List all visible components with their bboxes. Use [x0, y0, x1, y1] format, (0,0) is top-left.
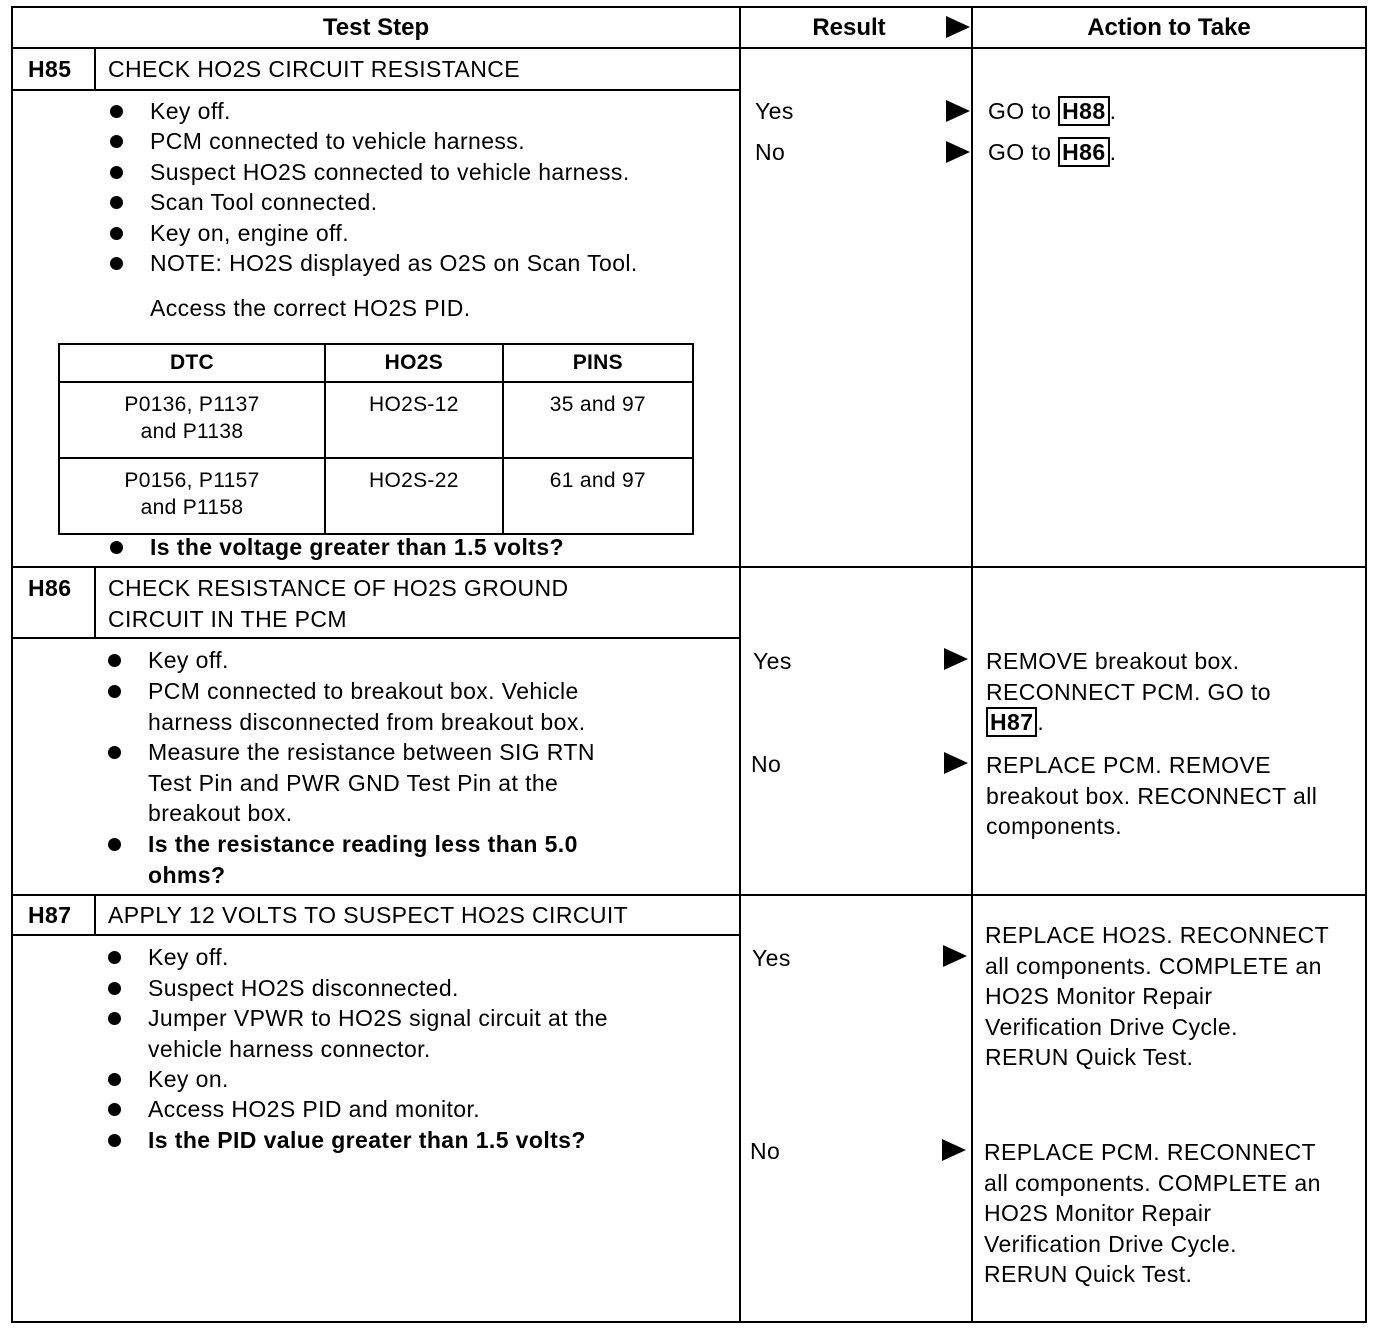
bullet-icon [108, 838, 121, 851]
action-suffix: . [1037, 709, 1045, 735]
border-left [11, 6, 13, 1323]
bullet-icon [110, 257, 123, 270]
h87-step-id: H87 [28, 902, 72, 928]
h86-step-id: H86 [28, 575, 72, 601]
h85-question: Is the voltage greater than 1.5 volts? [150, 534, 564, 560]
h85-title-divider [12, 89, 740, 91]
row-divider-h87 [12, 894, 1367, 896]
header-arrow-icon [946, 16, 970, 38]
h86-title: CHECK RESISTANCE OF HO2S GROUND CIRCUIT IN THE PCM [108, 575, 569, 632]
h87-bullet: Access HO2S PID and monitor. [148, 1096, 481, 1122]
bullet-icon [110, 227, 123, 240]
bullet-icon [108, 1103, 121, 1116]
col-header-ho2s: HO2S [325, 344, 503, 382]
border-bottom [12, 1321, 1367, 1323]
border-right [1365, 6, 1367, 1323]
bullet-icon [108, 746, 121, 759]
header-test-step: Test Step [322, 14, 430, 41]
h85-bullet: NOTE: HO2S displayed as O2S on Scan Tool. [150, 250, 638, 276]
bullet-icon [108, 982, 121, 995]
h87-bullet: Key off. [148, 944, 229, 970]
h87-bullet: Suspect HO2S disconnected. [148, 975, 459, 1001]
cell-pins: 35 and 97 [503, 382, 693, 458]
cell-pins: 61 and 97 [503, 458, 693, 534]
arrow-icon [944, 648, 968, 670]
h85-note: Access the correct HO2S PID. [150, 295, 471, 321]
col-header-pins: PINS [503, 344, 693, 382]
bullet-icon [110, 166, 123, 179]
step-link-h86[interactable]: H86 [1058, 137, 1109, 167]
h86-result-yes: Yes [753, 648, 792, 674]
bullet-icon [108, 654, 121, 667]
action-text: GO to [988, 139, 1059, 165]
bullet-icon [108, 1134, 121, 1147]
h85-title: CHECK HO2S CIRCUIT RESISTANCE [108, 56, 521, 82]
h87-action-yes: REPLACE HO2S. RECONNECT all components. COMPLETE an HO2S Monitor Repair Verification Drive Cycle. RERUN Quick Test. [985, 922, 1330, 1070]
action-suffix: . [1109, 98, 1117, 124]
h85-action-yes [988, 96, 1116, 127]
h86-result-no: No [751, 751, 782, 777]
bullet-icon [108, 1073, 121, 1086]
h85-bullet: Suspect HO2S connected to vehicle harness. [150, 159, 630, 185]
action-suffix: . [1109, 139, 1117, 165]
bullet-icon [110, 196, 123, 209]
h86-action-yes [986, 646, 1271, 738]
h85-result-no: No [755, 139, 786, 165]
bullet-icon [108, 1012, 121, 1025]
h86-bullet: PCM connected to breakout box. Vehicle harness disconnected from breakout box. [148, 678, 586, 735]
h85-result-yes: Yes [755, 98, 794, 124]
step-link-h87[interactable]: H87 [986, 707, 1037, 737]
cell-dtc: P0136, P1137 and P1138 [59, 382, 325, 458]
table-row [59, 382, 693, 458]
bullet-icon [110, 105, 123, 118]
col-divider-result [739, 6, 741, 1323]
step-link-h88[interactable]: H88 [1058, 96, 1109, 126]
h85-bullet: Key off. [150, 98, 231, 124]
h86-question: Is the resistance reading less than 5.0 ohms? [148, 831, 578, 888]
col-header-dtc: DTC [59, 344, 325, 382]
bullet-icon [110, 541, 123, 554]
arrow-icon [946, 141, 970, 163]
bullet-icon [108, 685, 121, 698]
h86-bullet: Key off. [148, 647, 229, 673]
bullet-icon [108, 951, 121, 964]
h85-bullet: PCM connected to vehicle harness. [150, 128, 526, 154]
h87-id-divider [94, 895, 96, 935]
h86-title-divider [12, 637, 740, 639]
h87-title-divider [12, 934, 740, 936]
h85-action-no [988, 137, 1116, 168]
h87-action-no: REPLACE PCM. RECONNECT all components. COMPLETE an HO2S Monitor Repair Verification Drive Cycle. RERUN Quick Test. [984, 1139, 1321, 1287]
h85-bullet: Scan Tool connected. [150, 189, 378, 215]
h87-bullet: Jumper VPWR to HO2S signal circuit at the vehicle harness connector. [148, 1005, 608, 1062]
cell-ho2s: HO2S-22 [325, 458, 503, 534]
row-divider-h86 [12, 566, 1367, 568]
h87-title: APPLY 12 VOLTS TO SUSPECT HO2S CIRCUIT [108, 902, 629, 928]
h86-action-no: REPLACE PCM. REMOVE breakout box. RECONNECT all components. [986, 752, 1318, 839]
h86-bullet: Measure the resistance between SIG RTN Test Pin and PWR GND Test Pin at the breakout box. [148, 739, 595, 826]
cell-ho2s: HO2S-12 [325, 382, 503, 458]
action-text: REMOVE breakout box. RECONNECT PCM. GO to [986, 648, 1271, 705]
table-header-row [59, 344, 693, 382]
arrow-icon [944, 752, 968, 774]
h86-id-divider [94, 567, 96, 638]
col-divider-action [971, 6, 973, 1323]
arrow-icon [943, 945, 967, 967]
h87-result-no: No [750, 1138, 781, 1164]
h87-result-yes: Yes [752, 945, 791, 971]
cell-dtc: P0156, P1157 and P1158 [59, 458, 325, 534]
h87-question: Is the PID value greater than 1.5 volts? [148, 1127, 586, 1153]
arrow-icon [942, 1139, 966, 1161]
bullet-icon [110, 135, 123, 148]
h87-bullet: Key on. [148, 1066, 229, 1092]
header-result: Result [812, 14, 886, 41]
h85-bullet: Key on, engine off. [150, 220, 349, 246]
table-row [59, 458, 693, 534]
action-text: GO to [988, 98, 1059, 124]
h85-step-id: H85 [28, 56, 72, 82]
dtc-pin-table [58, 343, 694, 535]
header-action: Action to Take [1087, 14, 1251, 41]
arrow-icon [946, 100, 970, 122]
h85-id-divider [94, 48, 96, 90]
